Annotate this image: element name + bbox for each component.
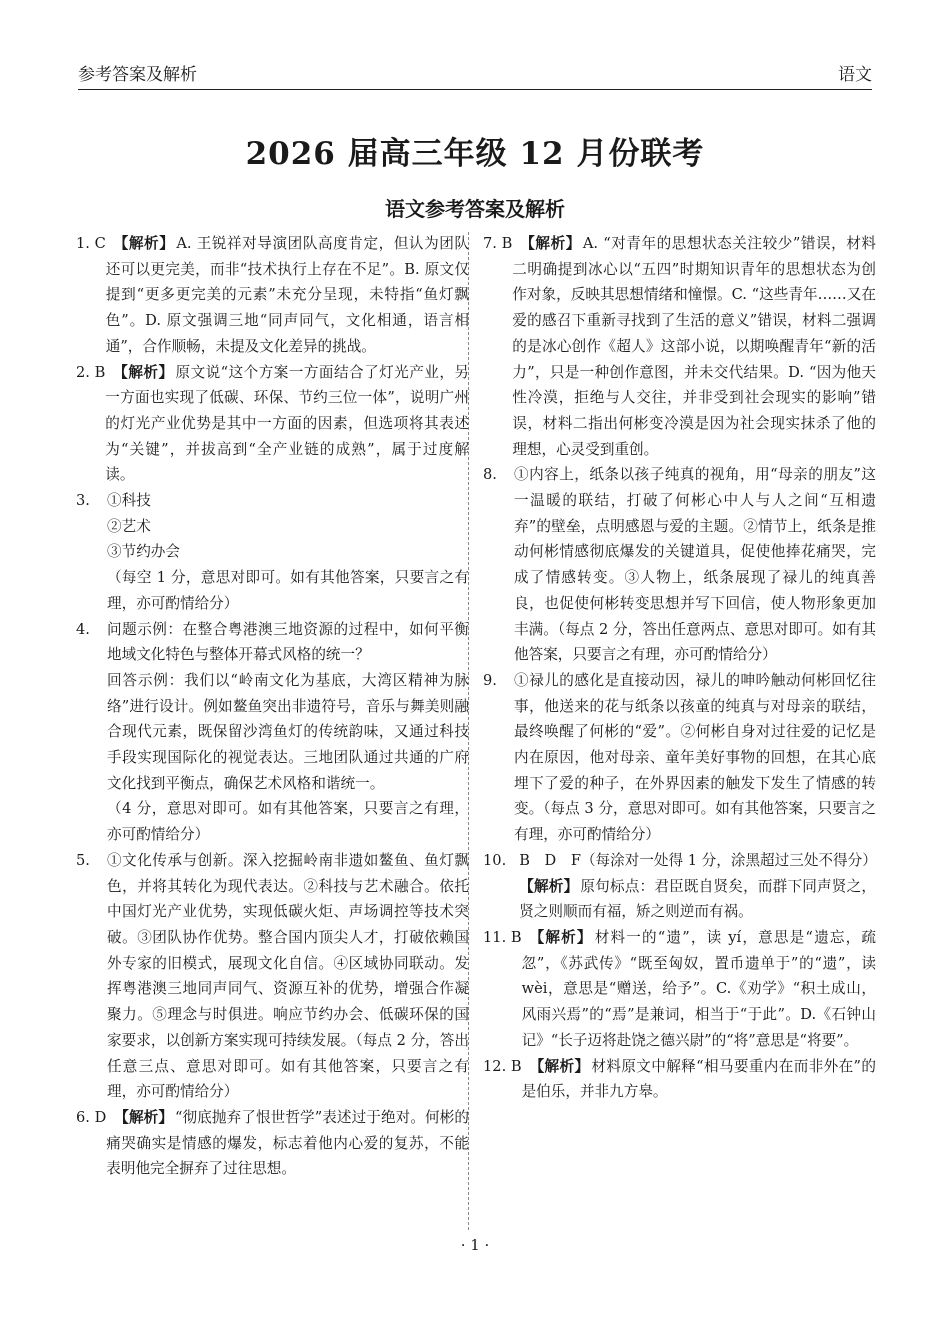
analysis-tag: 【解析】: [114, 1108, 173, 1126]
analysis-tag: 【解析】: [529, 1057, 590, 1075]
answer-item-11: [483, 925, 876, 1054]
item-number: 5.: [76, 851, 90, 869]
item-number: 4.: [76, 620, 90, 638]
item-number: 7. B: [483, 235, 513, 252]
item-text: ①内容上，纸条以孩子纯真的视角，用“母亲的朋友”这一温暖的联结，打破了何彬心中人与人之间“互相遗弃”的壁垒，点明感恩与爱的主题。②情节上，纸条是推动何彬情感彻底爆发的关键道具，促使他捧花痛哭，完成了情感转变。③人物上，纸条展现了禄儿的纯真善良，也促使何彬转变思想并写下回信，使人物形象更加丰满。（每点 2 分，答出任意两点、意思对即可。如有其他答案，只要言之有理，亦可酌情给分）: [514, 466, 876, 664]
answer-item-8: [483, 462, 876, 668]
answer-item-2: [76, 360, 469, 489]
answer-item-1: [76, 231, 469, 360]
analysis-tag: 【解析】: [529, 928, 593, 946]
page-subtitle: 语文参考答案及解析: [385, 197, 565, 221]
answer-item-12: [483, 1054, 876, 1105]
item-text: A. 王锐祥对导演团队高度肯定，但认为团队还可以更完美，而非“技术执行上存在不足”。B. 原文仅提到“更多更完美的元素”未充分呈现，未特指“鱼灯飘色”。D. 原文强调三地“同声同气，文化相通，语言相通”，合作顺畅，未提及文化差异的挑战。: [105, 235, 469, 355]
answer-line: B D F（每涂对一处得 1 分，涂黑超过三处不得分）: [519, 851, 877, 869]
header-left: 参考答案及解析: [78, 65, 197, 85]
right-column: [483, 231, 876, 1105]
page-title: 2026 届高三年级 12 月份联考: [245, 136, 705, 172]
answer-item-10: [483, 848, 876, 925]
answer-item-5: [76, 848, 469, 1105]
analysis-tag: 【解析】: [519, 877, 579, 895]
scoring-note: （4 分，意思对即可。如有其他答案，只要言之有理，亦可酌情给分）: [107, 800, 469, 844]
scoring-note: （每空 1 分，意思对即可。如有其他答案，只要言之有理，亦可酌情给分）: [107, 569, 469, 612]
running-header: [78, 56, 872, 90]
answer-line: ①科技: [107, 492, 151, 510]
answer-example: 回答示例：我们以“岭南文化为基底，大湾区精神为脉络”进行设计。例如鳌鱼突出非遗符号，音乐与舞美则融合现代元素，既保留沙湾鱼灯的传统韵味，又通过科技手段实现国际化的视觉表达。三地团队通过共通的广府文化找到平衡点，确保艺术风格和谐统一。: [107, 671, 469, 792]
item-text: A. “对青年的思想状态关注较少”错误，材料二明确提到冰心以“五四”时期知识青年的思想状态为创作对象，反映其思想情绪和憧憬。C. “这些青年……又在爱的感召下重新寻找到了生活的意义”错误，材料二强调的是冰心创作《超人》这部小说，以期唤醒青年“新的活力”，只是一种创作意图，并未交代结果。D. “因为他天性冷漠，拒绝与人交往，并非受到社会现实的影响”错误，材料二指出何彬变冷漠是因为社会现实抹杀了他的理想，心灵受到重创。: [512, 235, 876, 458]
item-number: 2. B: [76, 363, 106, 381]
analysis-tag: 【解析】: [113, 363, 174, 381]
answer-item-9: [483, 668, 876, 848]
question-example: 问题示例：在整合粤港澳三地资源的过程中，如何平衡地域文化特色与整体开幕式风格的统一？: [107, 620, 469, 664]
answer-item-7: [483, 231, 876, 462]
item-text: “彻底抛弃了恨世哲学”表述过于绝对。何彬的痛哭确实是情感的爆发，标志着他内心爱的复苏，不能表明他完全摒弃了过往思想。: [106, 1108, 469, 1178]
page-number: · 1 ·: [460, 1236, 490, 1254]
analysis-tag: 【解析】: [520, 235, 581, 252]
answer-line: ③节约办会: [107, 543, 180, 561]
item-text: 材料一的“遗”，读 yí，意思是“遗忘，疏忽”，《苏武传》“既至匈奴，置币遗单于”的“遗”，读 wèi，意思是“赠送，给予”。C.《劝学》“积土成山，风雨兴焉”的“焉”是兼词，相当于“于此”。D.《石钟山记》“长子迈将赴饶之德兴尉”的“将”意思是“将要”。: [521, 928, 876, 1049]
item-number: 10.: [483, 851, 507, 869]
item-number: 8.: [483, 466, 497, 484]
item-text: 原文说“这个方案一方面结合了灯光产业，另一方面也实现了低碳、环保、节约三位一体”，说明广州的灯光产业优势是其中一方面的因素，但选项将其表述为“关键”，并拔高到“全产业链的成熟”，属于过度解读。: [105, 363, 469, 484]
answer-item-6: [76, 1105, 469, 1182]
item-text: ①文化传承与创新。深入挖掘岭南非遗如鳌鱼、鱼灯飘色，并将其转化为现代表达。②科技与艺术融合。依托中国灯光产业优势，实现低碳火炬、声场调控等技术突破。③团队协作优势。整合国内顶尖人才，打破依赖国外专家的旧模式，展现文化自信。④区域协同联动。发挥粤港澳三地同声同气、资源互补的优势，增强合作凝聚力。⑤理念与时俱进。响应节约办会、低碳环保的国家要求，以创新方案实现可持续发展。（每点 2 分，答出任意三点、意思对即可。如有其他答案，只要言之有理，亦可酌情给分）: [107, 851, 469, 1101]
answer-item-3: [76, 488, 469, 617]
left-column: [76, 231, 469, 1182]
item-number: 12. B: [483, 1057, 522, 1075]
analysis-tag: 【解析】: [113, 235, 175, 252]
item-number: 9.: [483, 671, 497, 689]
item-number: 6. D: [76, 1108, 107, 1126]
header-right: 语文: [838, 65, 872, 85]
item-text: ①禄儿的感化是直接动因，禄儿的呻吟触动何彬回忆往事，他送来的花与纸条以孩童的纯真与对母亲的联结，最终唤醒了何彬的“爱”。②何彬自身对过往爱的记忆是内在原因，他对母亲、童年美好事物的回想，在其心底埋下了爱的种子，在外界因素的触发下发生了情感的转变。（每点 3 分，意思对即可。如有其他答案，只要言之有理，亦可酌情给分）: [514, 671, 876, 844]
item-text: 材料原文中解释“相马要重内在而非外在”的是伯乐，并非九方皋。: [521, 1057, 876, 1101]
item-number: 1. C: [76, 235, 106, 252]
answer-item-4: [76, 617, 469, 848]
answer-line: ②艺术: [107, 517, 151, 535]
item-number: 11. B: [483, 928, 522, 946]
item-text: 原句标点：君臣既自贤矣，而群下同声贤之，贤之则顺而有福，矫之则逆而有祸。: [519, 877, 876, 921]
item-number: 3.: [76, 492, 90, 510]
